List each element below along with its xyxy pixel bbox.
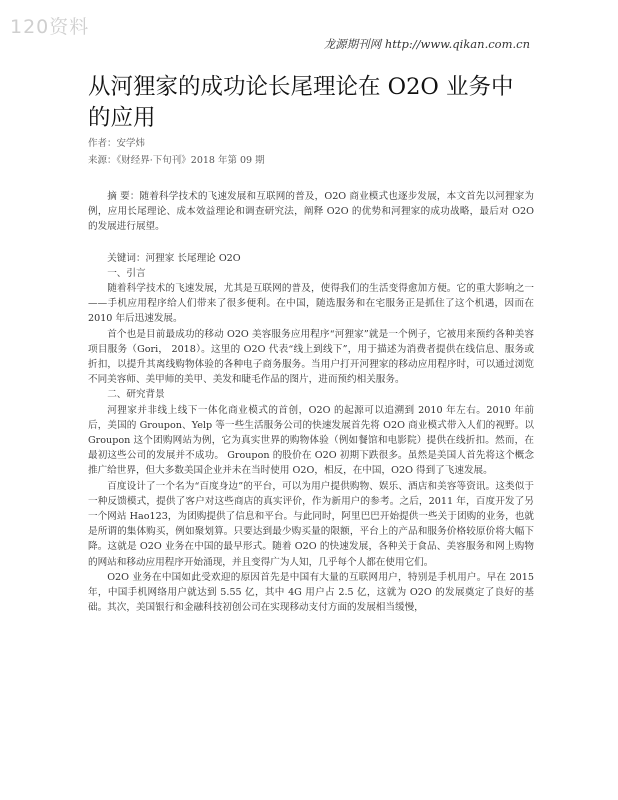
article-body	[88, 72, 534, 615]
article-source: 来源：《财经界·下旬刊》2018 年第 09 期	[88, 155, 265, 166]
abstract: 摘 要：随着科学技术的飞速发展和互联网的普及，O2O 商业模式也逐步发展，本文首先以河狸家为例，应用长尾理论、成本效益理论和调查研究法，阐释 O2O 的优势和河狸家的成功战略，最后对 O2O 的发展进行展望。	[88, 191, 534, 233]
section-heading-intro: 一、引言	[107, 267, 146, 279]
paragraph: 百度设计了一个名为“百度身边”的平台，可以为用户提供购物、娱乐、酒店和美容等资讯。这类似于一种反馈模式，提供了客户对这些商店的真实评价，作为新用户的参考。之后，2011 年，百度开发了另一个网站 Hao123，为团购提供了信息和平台。与此同时，阿里巴巴开始提供一些关于团购的业务，也就是所谓的集体购买，例如聚划算。只要达到最少购买量的限额，平台上的产品和服务价格较原价将大幅下降。这就是 O2O 业务在中国的最早形式。随着 O2O 的快速发展，各种关于食品、美容服务和网上购物的网站和移动应用程序开始涌现，并且变得广为人知，几乎每个人都在使用它们。	[88, 480, 534, 568]
watermark-logo: 120资料	[10, 16, 90, 38]
keywords: 关键词：河狸家 长尾理论 O2O	[107, 252, 241, 264]
section-heading-background: 二、研究背景	[107, 389, 165, 401]
paragraph: O2O 业务在中国如此受欢迎的原因首先是中国有大量的互联网用户，特别是手机用户。早在 2015 年，中国手机网络用户就达到 5.55 亿，其中 4G 用户占 2.5 亿，这就为 O2O 的发展奠定了良好的基础。其次，美国银行和金融科技初创公司在实现移动支付方面的发展相当缓慢，	[88, 571, 534, 614]
paragraph: 首个也是目前最成功的移动 O2O 美容服务应用程序“河狸家”就是一个例子，它被用来预约各种美容项目服务（Gori， 2018）。这里的 O2O 代表“线上到线下”，用于描述为消费者提供在线信息、服务或折扣，以提升其离线购物体验的各种电子商务服务。当用户打开河狸家的移动应用程序时，可以通过浏览不同美容师、美甲师的美甲、美发和睫毛作品的图片，进而预约相关服务。	[88, 328, 534, 386]
article-author: 作者：安学炜	[88, 138, 146, 149]
site-header[interactable]: 龙源期刊网 http://www.qikan.com.cn	[323, 37, 530, 51]
paragraph: 随着科学技术的飞速发展，尤其是互联网的普及，使得我们的生活变得愈加方便。它的重大影响之一——手机应用程序给人们带来了很多便利。在中国，随选服务和在宅服务正是抓住了这个机遇，因而在 2010 年后迅速发展。	[88, 283, 534, 325]
article-title: 从河狸家的成功论长尾理论在 O2O 业务中的应用	[88, 74, 514, 131]
paragraph: 河狸家并非线上线下一体化商业模式的首创，O2O 的起源可以追溯到 2010 年左右。2010 年前后，美国的 Groupon、Yelp 等一些生活服务公司的快速发展首先将 O2O 商业模式带入人们的视野。以 Groupon 这个团购网站为例，它为真实世界的购物体验（例如餐馆和电影院）提供在线折扣。然而，在最初这些公司的发展并不成功。 Groupon 的股价在 O2O 初期下跌很多。虽然是美国人首先将这个概念推广给世界，但大多数美国企业并未在当时使用 O2O，相反，在中国，O2O 得到了飞速发展。	[88, 404, 534, 477]
